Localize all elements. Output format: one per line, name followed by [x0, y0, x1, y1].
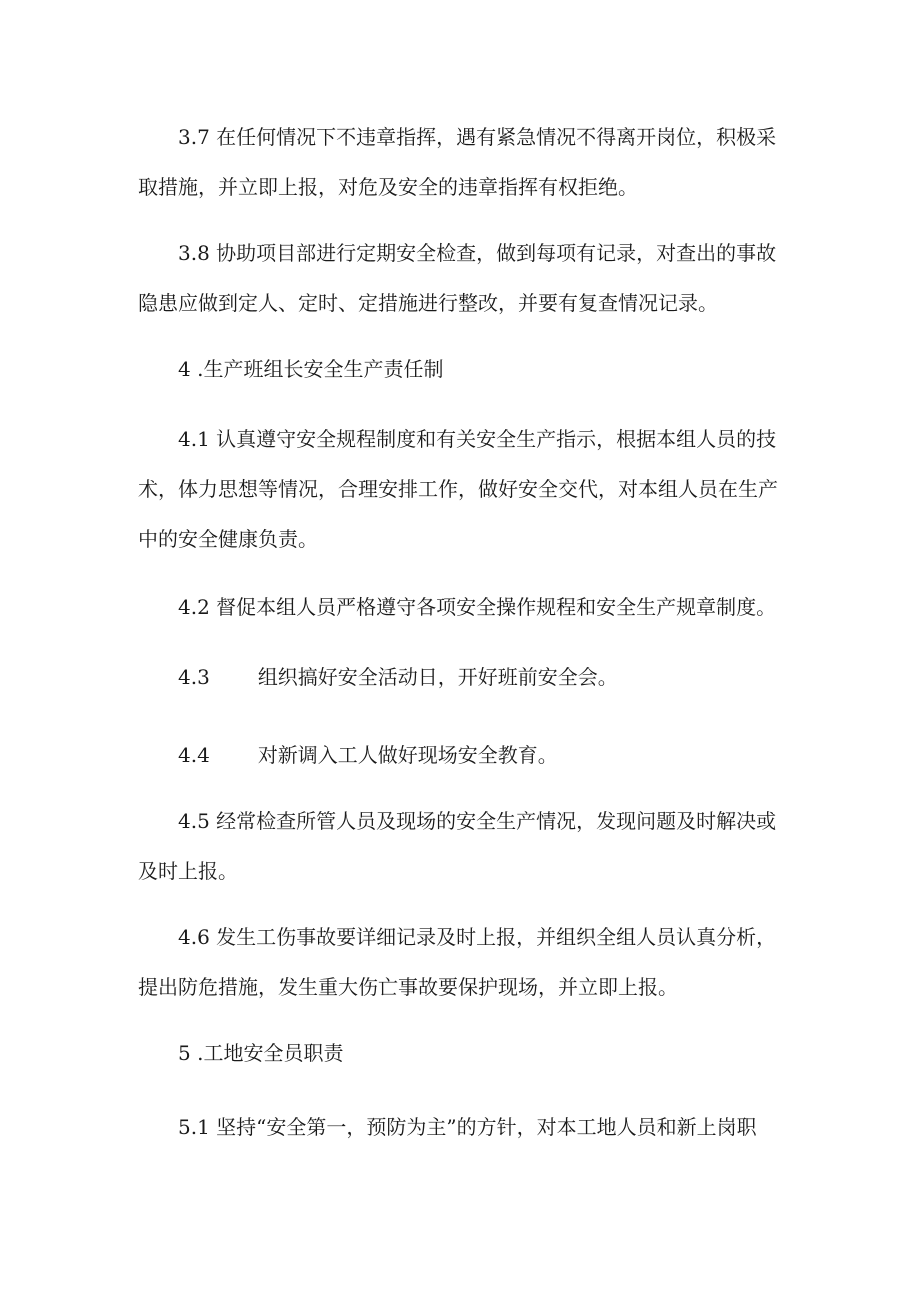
paragraph-4-4 [178, 730, 558, 780]
paragraph-line: 及时上报。 [138, 859, 238, 883]
paragraph-line: 5.1 坚持“安全第一，预防为主”的方针，对本工地人员和新上岗职 [178, 1115, 757, 1139]
paragraph-line: 取措施，并立即上报，对危及安全的违章指挥有权拒绝。 [138, 175, 638, 199]
paragraph-4-3 [178, 652, 618, 702]
item-text: 组织搞好安全活动日，开好班前安全会。 [257, 665, 618, 689]
paragraph-4-5 [138, 796, 798, 896]
section-heading-4: 4 .生产班组长安全生产责任制 [178, 357, 444, 381]
paragraph-line: 中的安全健康负责。 [138, 527, 318, 551]
paragraph-line: 4.6 发生工伤事故要详细记录及时上报，并组织全组人员认真分析， [178, 925, 777, 949]
paragraph-5-1 [138, 1102, 798, 1152]
paragraph-line: 术，体力思想等情况，合理安排工作，做好安全交代，对本组人员在生产 [138, 477, 778, 501]
paragraph-line: 3.7 在任何情况下不违章指挥，遇有紧急情况不得离开岗位，积极采 [178, 125, 777, 149]
section-heading-5: 5 .工地安全员职责 [178, 1041, 344, 1065]
paragraph-line: 提出防危措施，发生重大伤亡事故要保护现场，并立即上报。 [138, 975, 678, 999]
item-number: 4.4 [178, 743, 210, 767]
paragraph-line: 4.2 督促本组人员严格遵守各项安全操作规程和安全生产规章制度。 [178, 595, 777, 619]
paragraph-4-6 [138, 912, 798, 1012]
paragraph-line: 隐患应做到定人、定时、定措施进行整改，并要有复查情况记录。 [138, 291, 718, 315]
item-text: 对新调入工人做好现场安全教育。 [257, 743, 558, 767]
paragraph-4-2 [138, 582, 798, 632]
paragraph-3-7 [138, 112, 798, 212]
item-number: 4.3 [178, 665, 210, 689]
paragraph-3-8 [138, 228, 798, 328]
paragraph-line: 4.5 经常检查所管人员及现场的安全生产情况，发现问题及时解决或 [178, 809, 777, 833]
paragraph-line: 3.8 协助项目部进行定期安全检查，做到每项有记录，对查出的事故 [178, 241, 777, 265]
paragraph-4-1 [138, 414, 798, 564]
paragraph-line: 4.1 认真遵守安全规程制度和有关安全生产指示，根据本组人员的技 [178, 427, 777, 451]
